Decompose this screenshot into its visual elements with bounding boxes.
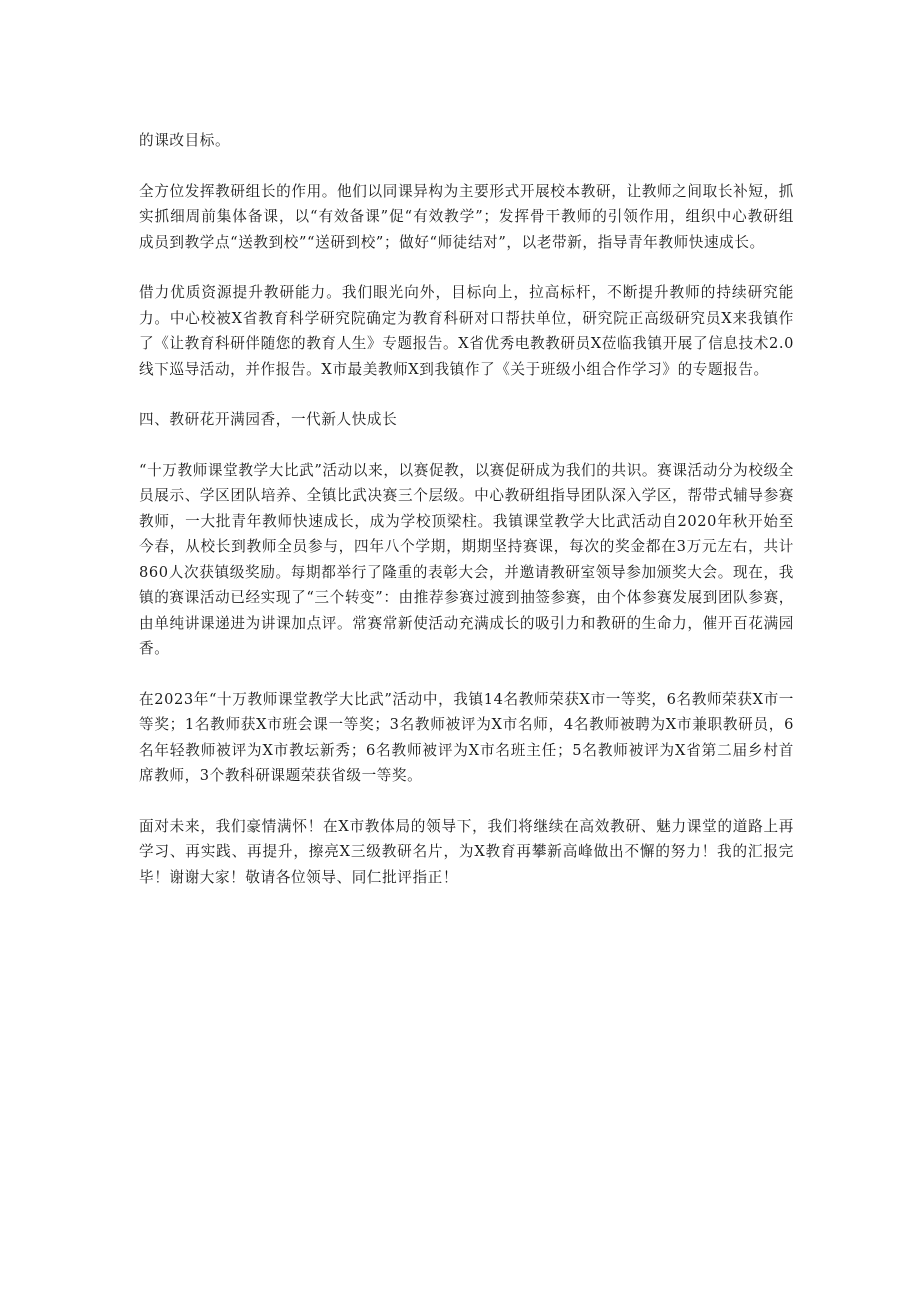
paragraph-closing: 面对未来，我们豪情满怀！在X市教体局的领导下，我们将继续在高效教研、魅力课堂的道路上再学习、再实践、再提升，擦亮X三级教研名片，为X教育再攀新高峰做出不懈的努力！我的汇报完毕！谢谢大家！敬请各位领导、同仁批评指正！ <box>139 817 794 886</box>
paragraph-2023-awards: 在2023年“十万教师课堂教学大比武”活动中，我镇14名教师荣获X市一等奖，6名教师荣获X市一等奖；1名教师获X市班会课一等奖；3名教师被评为X市名师，4名教师被聘为X市兼职教研员，6名年轻教师被评为X市教坛新秀；6名教师被评为X市名班主任；5名教师被评为X省第二届乡村首席教师，3个教科研课题荣获省级一等奖。 <box>139 690 794 784</box>
paragraph-quality-resources: 借力优质资源提升教研能力。我们眼光向外，目标向上，拉高标杆，不断提升教师的持续研究能力。中心校被X省教育科学研究院确定为教育科研对口帮扶单位，研究院正高级研究员X来我镇作了《让教育科研伴随您的教育人生》专题报告。X省优秀电教教研员X莅临我镇开展了信息技术2.0线下巡导活动，并作报告。X市最美教师X到我镇作了《关于班级小组合作学习》的专题报告。 <box>139 284 794 378</box>
paragraph-teaching-competition: “十万教师课堂教学大比武”活动以来，以赛促教，以赛促研成为我们的共识。赛课活动分为校级全员展示、学区团队培养、全镇比武决赛三个层级。中心教研组指导团队深入学区，帮带式辅导参赛教师，一大批青年教师快速成长，成为学校顶梁柱。我镇课堂教学大比武活动自2020年秋开始至今春，从校长到教师全员参与，四年八个学期，期期坚持赛课，每次的奖金都在3万元左右，共计860人次获镇级奖励。每期都举行了隆重的表彰大会，并邀请教研室领导参加颁奖大会。现在，我镇的赛课活动已经实现了“三个转变”：由推荐参赛过渡到抽签参赛，由个体参赛发展到团队参赛，由单纯讲课递进为讲课加点评。常赛常新使活动充满成长的吸引力和教研的生命力，催开百花满园香。 <box>139 461 794 657</box>
paragraph-continuation: 的课改目标。 <box>139 132 231 149</box>
section-heading-four: 四、教研花开满园香，一代新人快成长 <box>139 411 398 428</box>
paragraph-research-leaders: 全方位发挥教研组长的作用。他们以同课异构为主要形式开展校本教研，让教师之间取长补短，抓实抓细周前集体备课，以“有效备课”促“有效教学”；发挥骨干教师的引领作用，组织中心教研组成员到教学点“送教到校”“送研到校”；做好“师徒结对”，以老带新，指导青年教师快速成长。 <box>139 182 794 251</box>
document-body <box>139 128 794 915</box>
